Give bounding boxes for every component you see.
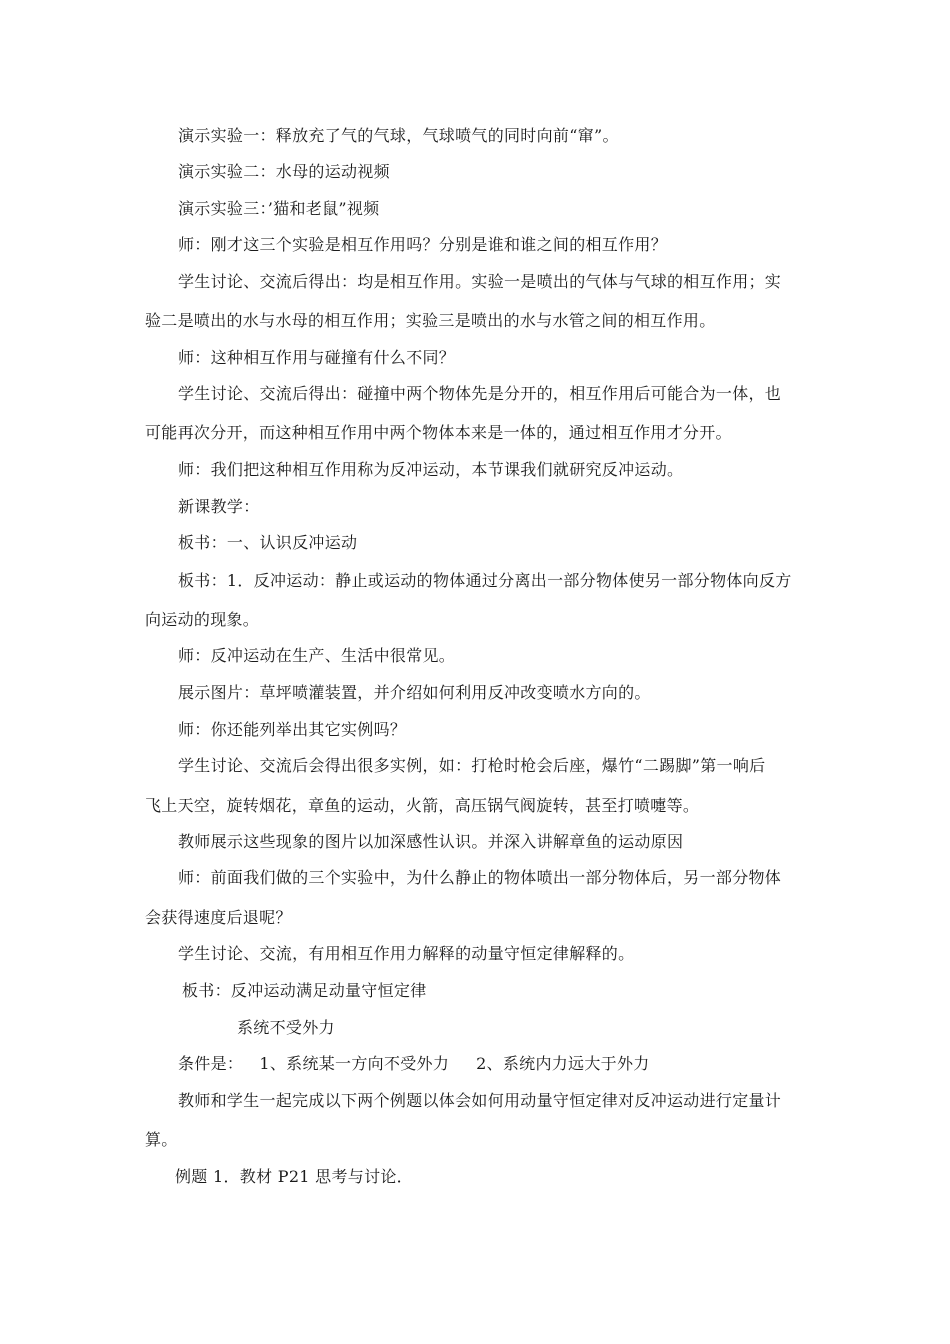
student-discussion-1-line-2: 验二是喷出的水与水母的相互作用；实验三是喷出的水与水管之间的相互作用。: [145, 311, 716, 330]
teacher-question-4-line-2: 会获得速度后退呢？: [145, 908, 292, 927]
teacher-question-4-line-1: 师：前面我们做的三个实验中，为什么静止的物体喷出一部分物体后，另一部分物体: [178, 868, 782, 887]
teacher-question-2: 师：这种相互作用与碰撞有什么不同？: [178, 348, 456, 367]
student-discussion-1-line-1: 学生讨论、交流后得出：均是相互作用。实验一是喷出的气体与气球的相互作用；实: [178, 272, 782, 291]
student-discussion-2-line-2: 可能再次分开，而这种相互作用中两个物体本来是一体的，通过相互作用才分开。: [145, 423, 732, 442]
board-note-1: 板书：一、认识反冲运动: [178, 533, 358, 552]
board-note-3: 板书：反冲运动满足动量守恒定律: [182, 981, 427, 1000]
teacher-demo-note: 教师展示这些现象的图片以加深感性认识。并深入讲解章鱼的运动原因: [178, 832, 684, 851]
demo-experiment-1: 演示实验一：释放充了气的气球，气球喷气的同时向前“窜”。: [178, 126, 619, 145]
teacher-statement-2: 师：反冲运动在生产、生活中很常见。: [178, 646, 456, 665]
board-note-2-line-1: 板书：1．反冲运动：静止或运动的物体通过分离出一部分物体使另一部分物体向反方: [178, 571, 792, 590]
show-picture-note: 展示图片：草坪喷灌装置，并介绍如何利用反冲改变喷水方向的。: [178, 683, 651, 702]
teacher-student-example-line-1: 教师和学生一起完成以下两个例题以体会如何用动量守恒定律对反冲运动进行定量计: [178, 1091, 782, 1110]
condition-no-external-force: 系统不受外力: [237, 1018, 335, 1037]
student-discussion-2-line-1: 学生讨论、交流后得出：碰撞中两个物体先是分开的，相互作用后可能合为一体，也: [178, 384, 782, 403]
teacher-statement-1: 师：我们把这种相互作用称为反冲运动，本节课我们就研究反冲运动。: [178, 460, 684, 479]
student-discussion-3-line-2: 飞上天空，旋转烟花，章鱼的运动，火箭，高压锅气阀旋转，甚至打喷嚏等。: [145, 796, 700, 815]
example-1-heading: 例题 1．教材 P21 思考与讨论．: [175, 1167, 413, 1186]
board-note-2-line-2: 向运动的现象。: [145, 610, 260, 629]
teacher-question-3: 师：你还能列举出其它实例吗？: [178, 720, 407, 739]
demo-experiment-3: 演示实验三：’猫和老鼠”视频: [178, 199, 380, 218]
new-lesson-heading: 新课教学：: [178, 497, 260, 516]
teacher-student-example-line-2: 算。: [145, 1130, 178, 1149]
conditions-line: 条件是： 1、系统某一方向不受外力 2、系统内力远大于外力: [178, 1054, 650, 1073]
demo-experiment-2: 演示实验二：水母的运动视频: [178, 162, 390, 181]
student-discussion-3-line-1: 学生讨论、交流后会得出很多实例，如：打枪时枪会后座，爆竹“二踢脚”第一响后: [178, 756, 766, 775]
student-discussion-4: 学生讨论、交流，有用相互作用力解释的动量守恒定律解释的。: [178, 944, 635, 963]
teacher-question-1: 师：刚才这三个实验是相互作用吗？分别是谁和谁之间的相互作用？: [178, 235, 668, 254]
